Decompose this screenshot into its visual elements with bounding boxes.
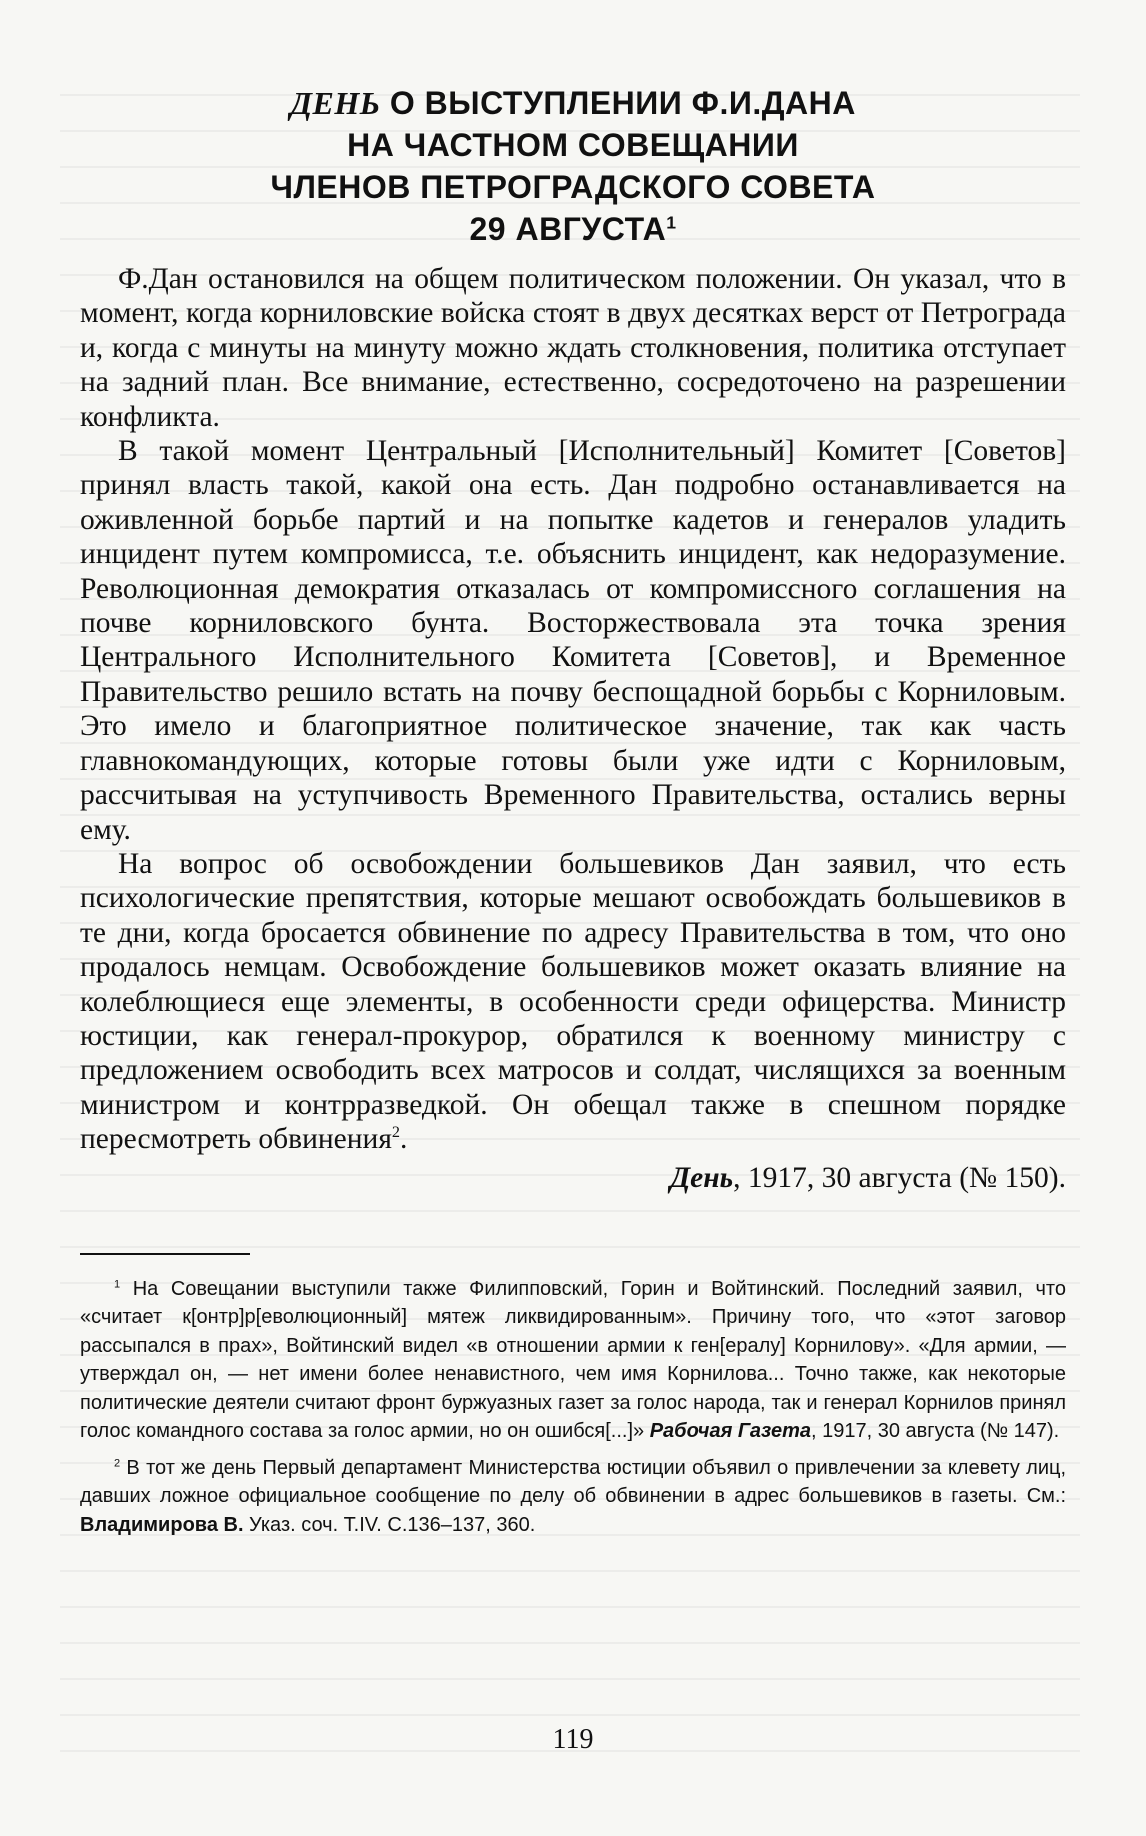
footnote-2-text-a: В тот же день Первый департамент Министерства юстиции объявил о привлечении за клевету лиц, давших ложное официальное сообщение по делу об обвинении в адрес большевиков в газеты. См.: [80, 1456, 1066, 1508]
title-date: 29 АВГУСТА [469, 211, 667, 247]
paragraph-2: В такой момент Центральный [Исполнительный] Комитет [Советов] принял власть такой, какой она есть. Дан подробно останавливается на оживленной борьбе партий и на попытке кадетов и генералов уладить инцидент путем компромисса, т.е. объяснить инцидент, как недоразумение. Революционная демократия отказалась от компромиссного соглашения на почве корниловского бунта. Восторжествовала эта точка зрения Центрального Исполнительного Комитета [Советов], и Временное Правительство решило встать на почву беспощадной борьбы с Корниловым. Это имело и благоприятное политическое значение, так как часть главнокомандующих, которые готовы были уже идти с Корниловым, рассчитывая на уступчивость Временного Правительства, остались верны ему. [80, 435, 1066, 846]
footnote-ref-2[interactable]: 2 [391, 1123, 401, 1142]
paragraph-3-text: На вопрос об освобождении большевиков Дан заявил, что есть психологические препятствия, которые мешают освобождать большевиков в те дни, когда бросается обвинение по адресу Правительства в том, что оно продалось немцам. Освобождение большевиков может оказать влияние на колеблющиеся еще элементы, в особенности среди офицерства. Министр юстиции, как генерал-прокурор, обратился к военному министру с предложением освободить всех матросов и солдат, числящихся за военным министром и контрразведкой. Он обещал также в спешном порядке пересмотреть обвинения [80, 847, 1066, 1156]
paragraph-1: Ф.Дан остановился на общем политическом положении. Он указал, что в момент, когда корниловские войска стоят в двух десятках верст от Петрограда и, когда с минуты на минуту можно ждать столкновения, политика отступает на задний план. Все внимание, естественно, сосредоточено на разрешении конфликта. [80, 263, 1066, 433]
footnote-2-author: Владимирова В. [80, 1513, 244, 1536]
footnote-1-number: 1 [114, 1278, 121, 1291]
footnotes [80, 1275, 1066, 1540]
paragraph-3: На вопрос об освобождении большевиков Дан заявил, что есть психологические препятствия, которые мешают освобождать большевиков в те дни, когда бросается обвинение по адресу Правительства в том, что оно продалось немцам. Освобождение большевиков может оказать влияние на колеблющиеся еще элементы, в особенности среди офицерства. Министр юстиции, как генерал-прокурор, обратился к военному министру с предложением освободить всех матросов и солдат, числящихся за военным министром и контрразведкой. Он обещал также в спешном порядке пересмотреть обвинения$^2$. [80, 847, 1066, 1156]
footnote-2-number: 2 [114, 1457, 121, 1470]
footnote-1 [80, 1275, 1066, 1446]
footnote-ref-1[interactable]: 1 [666, 212, 677, 233]
document-title [80, 82, 1066, 250]
source-details: , 1917, 30 августа (№ 150). [733, 1161, 1066, 1194]
article-body [80, 262, 1066, 1157]
title-newspaper-name: ДЕНЬ [290, 85, 381, 121]
title-line-1 [80, 82, 1066, 124]
title-line-3: ЧЛЕНОВ ПЕТРОГРАДСКОГО СОВЕТА [270, 169, 876, 205]
title-line-2: НА ЧАСТНОМ СОВЕЩАНИИ [347, 127, 799, 163]
footnote-2-text-b: Указ. соч. Т.IV. С.136–137, 360. [243, 1513, 536, 1536]
footnote-2 [80, 1454, 1066, 1540]
footnote-divider [80, 1253, 250, 1255]
title-line-4 [80, 208, 1066, 250]
source-citation [80, 1161, 1066, 1195]
footnote-1-text-a: На Совещании выступили также Филипповский, Горин и Войтинский. Последний заявил, что «считает к[онтр]р[еволюционный] мятеж ликвидированным». Причину того, что «этот заговор рассыпался в прах», Войтинский видел «в отношении армии к ген[ералу] Корнилову». «Для армии, — утверждал он, — нет имени более ненавистного, чем имя Корнилова... Точно также, как некоторые политические деятели считают фронт буржуазных газет за голос народа, так и генерал Корнилов принял голос командного состава за голос армии, но он ошибся[...]» [80, 1277, 1066, 1443]
page-number: 119 [552, 1724, 594, 1755]
footnote-1-text-b: , 1917, 30 августа (№ 147). [811, 1420, 1060, 1443]
footnote-1-source: Рабочая Газета [649, 1420, 812, 1443]
source-newspaper: День [670, 1161, 734, 1194]
title-line-1-text: О ВЫСТУПЛЕНИИ Ф.И.ДАНА [380, 85, 856, 121]
